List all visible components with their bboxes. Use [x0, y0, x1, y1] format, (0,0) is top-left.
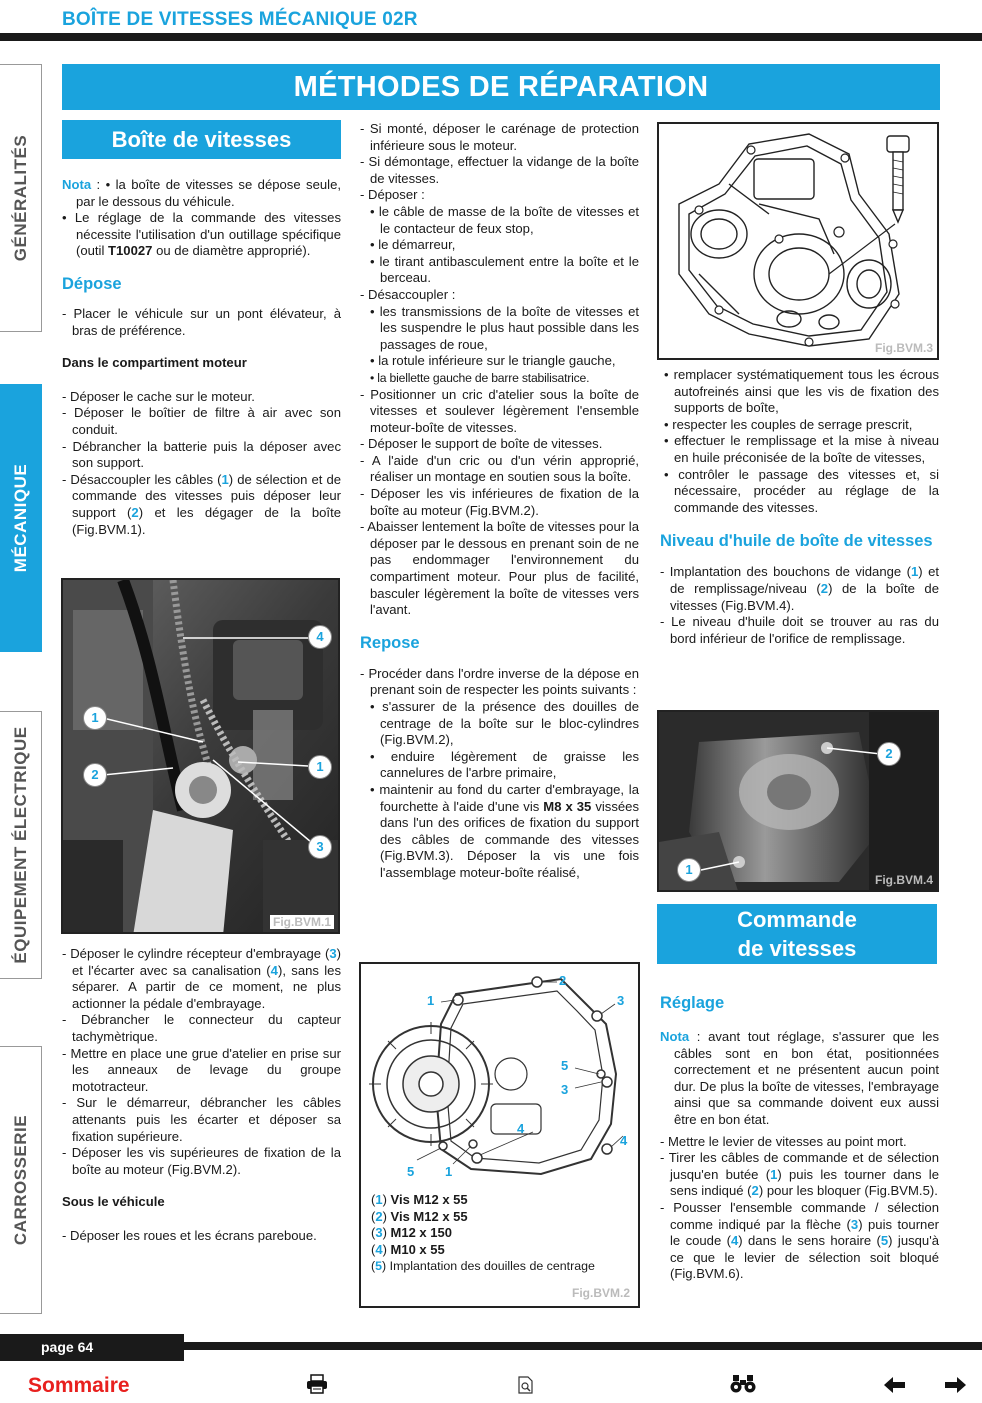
step: - Pousser l'ensemble commande / sélection comme indiqué par la flèche (3) puis tourner le coude (4) dans le sens horaire (5) jusqu'à ce que le levier de sélection soit bloqué (Fig.BVM.6).	[660, 1199, 939, 1282]
gearbox-underside-photo	[659, 712, 939, 892]
page-number: page 64	[0, 1334, 184, 1361]
tab-equipement-electrique[interactable]: ÉQUIPEMENT ÉLECTRIQUE	[0, 711, 42, 979]
step: - Positionner un cric d'atelier sous la boîte de vitesses et soulever légèrement l'ensemble moteur-boîte de vitesses.	[360, 386, 639, 435]
tab-generalites[interactable]: GÉNÉRALITÉS	[0, 64, 42, 332]
legend-item: (3) M12 x 150	[371, 1225, 452, 1240]
diagram-label-2: 2	[559, 973, 567, 988]
heading-depose: Dépose	[62, 274, 122, 293]
bullet: • respecter les couples de serrage prescrit,	[664, 416, 913, 432]
bullet: • effectuer le remplissage et la mise à niveau en huile préconisée de la boîte de vitesses,	[664, 433, 939, 465]
subheading-compartiment: Dans le compartiment moteur	[62, 355, 247, 371]
figure-label: Fig.BVM.4	[874, 873, 933, 887]
step: - Implantation des bouchons de vidange (1) et de remplissage/niveau (2) de la boîte de vitesses (Fig.BVM.4).	[660, 564, 939, 613]
callout-1: 1	[677, 858, 701, 882]
column-1	[62, 120, 341, 538]
figure-label: Fig.BVM.2	[571, 1286, 630, 1300]
legend-item: (4) M10 x 55	[371, 1241, 445, 1257]
legend-item: (5) Implantation des douilles de centrage	[371, 1259, 595, 1273]
step: - Débrancher la batterie puis la déposer avec son support.	[62, 438, 341, 471]
legend-item: (1) Vis M12 x 55	[371, 1192, 468, 1207]
engine-bay-photo	[63, 580, 340, 934]
callout-3: 3	[308, 835, 332, 859]
step: - Mettre le levier de vitesses au point mort.	[660, 1133, 907, 1149]
nota-2: • Le réglage de la commande des vitesses nécessite l'utilisation d'un outillage spécifique (outil T10027 ou de diamètre approprié).	[62, 210, 341, 259]
step: - Mettre en place une grue d'atelier en prise sur les anneaux de levage du groupe mototracteur.	[62, 1045, 341, 1094]
bullet: • les transmissions de la boîte de vitesses et les suspendre le plus haut possible dans les passages de roue,	[370, 303, 639, 352]
step: - Débrancher le connecteur du capteur tachymètrique.	[62, 1012, 341, 1044]
diagram-label-5: 5	[561, 1058, 569, 1073]
sommaire-link[interactable]: Sommaire	[28, 1374, 130, 1397]
callout-2: 2	[877, 742, 901, 766]
section-title-commande: Commande de vitesses	[657, 904, 937, 964]
step: - Déposer le cache sur le moteur.	[62, 388, 255, 404]
callout-4: 4	[308, 625, 332, 649]
diagram-label-1: 1	[427, 993, 435, 1008]
tab-carrosserie[interactable]: CARROSSERIE	[0, 1046, 42, 1314]
legend-item: (2) Vis M12 x 55	[371, 1208, 468, 1224]
nota-reglage: Nota : avant tout réglage, s'assurer que les câbles sont en bon état, positionnées correctement et ne présentent aucun point dur. De plus la boîte de vitesses, l'embrayage ainsi que sa commande doivent eux aussi être en bon état.	[660, 1029, 939, 1127]
bullet: • s'assurer de la présence des douilles de centrage de la boîte sur le bloc-cylindres (Fig.BVM.2),	[370, 699, 639, 748]
bullet: • la rotule inférieure sur le triangle gauche,	[370, 353, 616, 369]
column-3	[660, 367, 939, 647]
document-zoom-icon[interactable]	[518, 1376, 534, 1399]
callout-1: 1	[308, 755, 332, 779]
header-rule	[0, 33, 982, 41]
step: - Déposer le support de boîte de vitesses.	[360, 436, 603, 452]
arrow-right-icon[interactable]	[944, 1377, 966, 1398]
bullet: • le tirant antibasculement entre la boîte et le berceau.	[370, 253, 639, 286]
subheading-sous-vehicule: Sous le véhicule	[62, 1194, 165, 1210]
diagram-label-4: 4	[620, 1133, 628, 1148]
nota-1: Nota : • la boîte de vitesses se dépose seule, par le dessous du véhicule.	[62, 177, 341, 209]
step: - Désaccoupler les câbles (1) de sélection et de commande des vitesses puis déposer leur support (2) et les dégager de la boîte (Fig.BVM.1).	[62, 471, 342, 537]
printer-icon[interactable]	[306, 1374, 328, 1399]
bullet: • enduire légèrement de graisse les cannelures de l'arbre primaire,	[370, 748, 639, 781]
binoculars-icon[interactable]	[730, 1374, 756, 1399]
diagram-legend	[371, 1192, 595, 1275]
bellhousing-diagram	[361, 964, 640, 1189]
column-3-cont	[660, 994, 939, 1283]
step: - A l'aide d'un cric ou d'un vérin approprié, réaliser un montage en soutien sous la boîte.	[360, 452, 639, 485]
diagram-label-4: 4	[517, 1121, 525, 1136]
heading-repose: Repose	[360, 633, 420, 652]
step: - Déposer les roues et les écrans pareboue.	[62, 1227, 317, 1243]
bullet: • maintenir au fond du carter d'embrayage, la fourchette à l'aide d'une vis M8 x 35 vissées dans l'un des orifices de fixation du support des câbles de commande des vitesses (Fig.BVM.3). Déposer la vis une fois l'assemblage moteur-boîte réalisé,	[370, 781, 639, 880]
step: - Tirer les câbles de commande et de sélection jusqu'en butée (1) puis les tourner dans le sens indiqué (2) pour les bloquer (Fig.BVM.5).	[660, 1150, 939, 1199]
step: - Placer le véhicule sur un pont élévateur, à bras de préférence.	[62, 305, 341, 338]
figure-label: Fig.BVM.1	[270, 915, 334, 929]
tab-mecanique[interactable]: MÉCANIQUE	[0, 384, 42, 652]
diagram-label-5: 5	[407, 1164, 415, 1179]
figure-bvm2	[359, 962, 640, 1308]
step: - Abaisser lentement la boîte de vitesses pour la déposer par le dessous en prenant soin de ne pas endommager l'environnement du compartiment moteur. Pour plus de facilité, basculer légèrement la boîte de vitesses vers l'avant.	[360, 519, 639, 618]
step: - Désaccoupler :	[360, 286, 456, 302]
diagram-label-1: 1	[445, 1164, 453, 1179]
step: - Le niveau d'huile doit se trouver au ras du bord inférieur de l'orifice de remplissage.	[660, 614, 939, 646]
section-title-boite: Boîte de vitesses	[62, 120, 341, 159]
bullet: • le câble de masse de la boîte de vitesses et le contacteur de feux stop,	[370, 203, 639, 236]
heading-reglage: Réglage	[660, 994, 725, 1012]
step: - Procéder dans l'ordre inverse de la dépose en prenant soin de respecter les points suivants :	[360, 665, 639, 698]
step: - Sur le démarreur, débrancher les câbles attenants puis les écarter et déposer sa fixation supérieure.	[62, 1095, 341, 1144]
column-1-cont	[62, 946, 341, 1245]
step: - Déposer :	[360, 187, 425, 203]
figure-bvm4	[657, 710, 939, 892]
column-2	[360, 121, 639, 882]
callout-2: 2	[83, 763, 107, 787]
step: - Déposer les vis inférieures de fixation de la boîte au moteur (Fig.BVM.2).	[360, 486, 639, 518]
arrow-left-icon[interactable]	[884, 1377, 906, 1398]
bullet: • le démarreur,	[370, 237, 456, 253]
diagram-label-3: 3	[561, 1082, 569, 1097]
bullet: • remplacer systématiquement tous les écrous autofreinés ainsi que les vis de fixation des supports de boîte,	[664, 367, 939, 416]
step: - Déposer le cylindre récepteur d'embrayage (3) et l'écarter avec sa canalisation (4), sans les séparer. A partir de ce moment, ne plus actionner la pédale d'embrayage.	[62, 946, 341, 1011]
step: - Si démontage, effectuer la vidange de la boîte de vitesses.	[360, 154, 639, 186]
callout-1: 1	[83, 706, 107, 730]
figure-bvm3	[657, 122, 939, 360]
figure-label: Fig.BVM.3	[874, 341, 933, 355]
bullet: • la biellette gauche de barre stabilisatrice.	[370, 370, 590, 385]
step: - Déposer le boîtier de filtre à air avec son conduit.	[62, 405, 341, 437]
step: - Si monté, déposer le carénage de protection inférieure sous le moteur.	[360, 121, 639, 153]
figure-bvm1	[61, 578, 340, 934]
diagram-label-3: 3	[617, 993, 625, 1008]
bullet: • contrôler le passage des vitesses et, si nécessaire, procéder au réglage de la commande des vitesses.	[664, 466, 939, 515]
page-title: MÉTHODES DE RÉPARATION	[62, 64, 940, 110]
gearbox-drawing	[659, 124, 939, 360]
step: - Déposer les vis supérieures de fixation de la boîte au moteur (Fig.BVM.2).	[62, 1145, 341, 1177]
footer-rule	[184, 1342, 982, 1350]
heading-niveau-huile: Niveau d'huile de boîte de vitesses	[660, 532, 933, 551]
running-header: BOÎTE DE VITESSES MÉCANIQUE 02R	[62, 9, 418, 30]
